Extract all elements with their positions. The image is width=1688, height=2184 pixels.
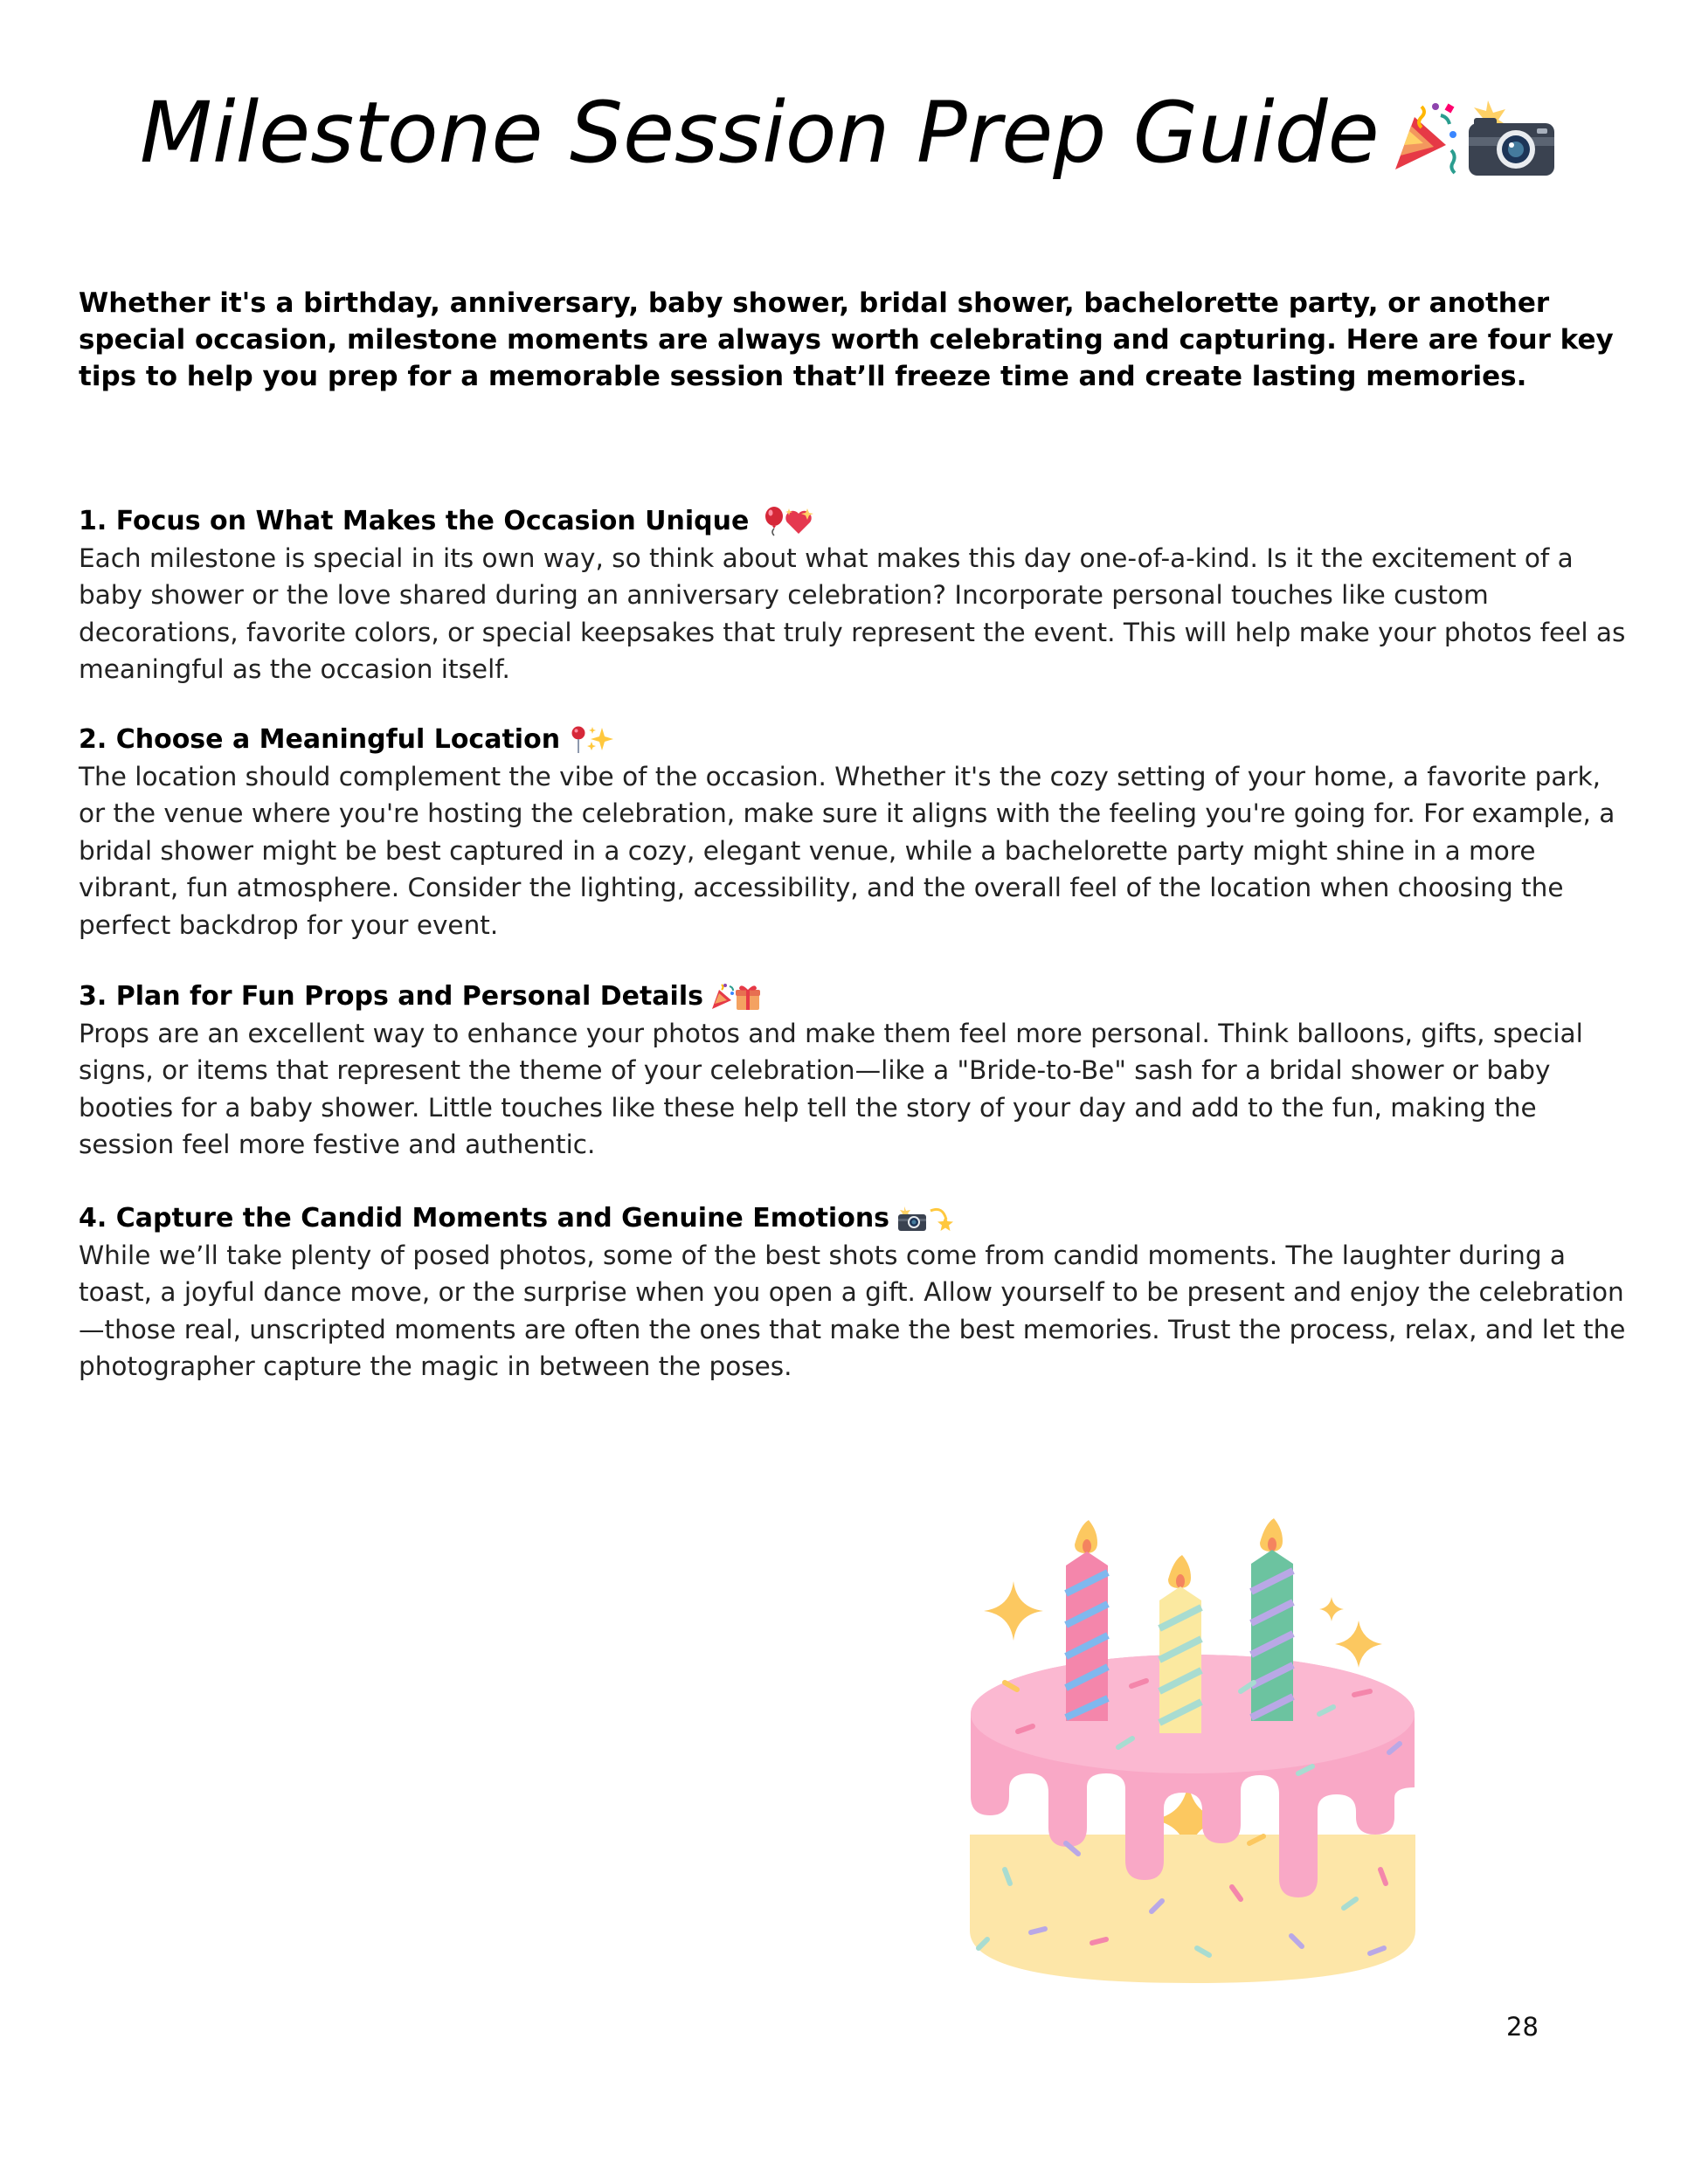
balloon-icon [764, 507, 784, 536]
party-popper-icon [710, 983, 735, 1011]
section-heading-text: 2. Choose a Meaningful Location [79, 724, 561, 755]
section-emoji-group [896, 1206, 956, 1232]
candle-pink [1066, 1520, 1108, 1721]
intro-paragraph: Whether it's a birthday, anniversary, baby shower, bridal shower, bachelorette party, or another special occasion, milestone moments are always worth celebrating and capturing. Here are four key tips to help you prep for a memorable session that’ll freeze time and create lasting memories. [79, 287, 1614, 392]
section-body: While we’ll take plenty of posed photos, some of the best shots come from candid moments. The laughter during a toast, a joyful dance move, or the surprise when you open a gift. Allow yourself to be present and enjoy the celebration—those real, unscripted moments are often the ones that make the best memories. Trust the process, relax, and let the photographer capture the magic in between the poses. [79, 1241, 1626, 1382]
section-props-details [79, 978, 1634, 1164]
section-focus-unique [79, 503, 1634, 688]
birthday-cake-icon [952, 1485, 1424, 2009]
section-heading [79, 978, 1634, 1015]
wrapped-gift-icon [735, 983, 761, 1011]
sparkling-heart-icon [784, 508, 813, 536]
page-title-text: Milestone Session Prep Guide [140, 84, 1380, 182]
round-pushpin-icon [571, 726, 586, 754]
page-title [140, 80, 1555, 191]
section-body: Each milestone is special in its own way, so think about what makes this day one-of-a-kind. Is it the excitement of a baby shower or the love shared during an anniversary celebration? Incorporate personal touches like custom decorations, favorite colors, or special keepsakes that truly represent the event. This will help make your photos feel as meaningful as the occasion itself. [79, 543, 1626, 685]
candle-yellow [1159, 1555, 1201, 1733]
camera-flash-icon [1462, 97, 1558, 177]
section-heading [79, 1200, 1634, 1237]
party-popper-icon [1392, 100, 1462, 175]
section-emoji-group [764, 507, 813, 536]
candle-green [1251, 1518, 1293, 1721]
section-heading-text: 3. Plan for Fun Props and Personal Details [79, 981, 703, 1012]
section-emoji-group [571, 726, 614, 754]
section-body: Props are an excellent way to enhance your photos and make them feel more personal. Think balloons, gifts, special signs, or items that represent the theme of your celebration—like a "Bride-to-Be" sash for a bridal shower or baby booties for a baby shower. Little touches like these help tell the story of your day and add to the fun, making the session feel more festive and authentic. [79, 1019, 1583, 1160]
section-meaningful-location [79, 722, 1634, 943]
section-body: The location should complement the vibe of the occasion. Whether it's the cozy setting of your home, a favorite park, or the venue where you're hosting the celebration, make sure it aligns with the feeling you're going for. For example, a bridal shower might be best captured in a cozy, elegant venue, while a bachelorette party might shine in a more vibrant, fun atmosphere. Consider the lighting, accessibility, and the overall feel of the location when choosing the perfect backdrop for your event. [79, 762, 1615, 940]
page-number: 28 [1506, 2012, 1539, 2042]
section-heading [79, 503, 1634, 540]
sparkles-icon [586, 726, 614, 754]
section-heading [79, 722, 1634, 758]
section-candid-moments [79, 1200, 1634, 1386]
section-emoji-group [710, 983, 761, 1011]
title-emoji-group [1392, 79, 1558, 184]
section-heading-text: 1. Focus on What Makes the Occasion Unique [79, 506, 750, 536]
camera-flash-icon [896, 1206, 928, 1232]
section-heading-text: 4. Capture the Candid Moments and Genuine Emotions [79, 1203, 890, 1234]
dizzy-star-icon [928, 1206, 956, 1232]
